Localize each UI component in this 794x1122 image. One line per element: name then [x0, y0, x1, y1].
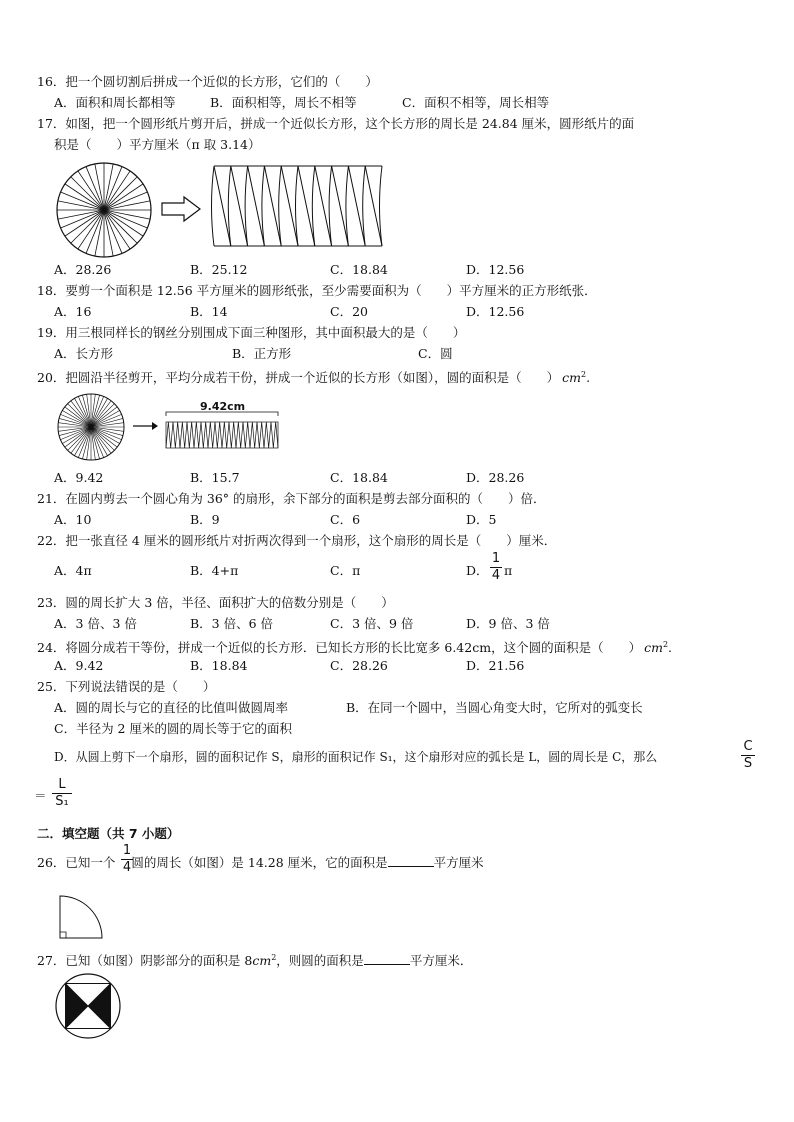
q16-option-a[interactable]: A．面积和周长都相等 [54, 95, 176, 110]
q22-d-denominator: 4 [491, 568, 501, 583]
q25-stem: 25．下列说法错误的是（ ） [37, 679, 216, 694]
q22-d-numerator: 1 [491, 551, 501, 566]
q27-post: ，则圆的面积是 [276, 953, 364, 969]
q22-option-d-fraction [490, 552, 502, 583]
q18-option-a[interactable]: A．16 [54, 304, 92, 319]
q21-option-a[interactable]: A．10 [54, 512, 92, 527]
q22-option-d[interactable] [466, 563, 489, 579]
q27-circle-square-figure [54, 972, 122, 1040]
q25-frac2-numerator: L [58, 777, 66, 792]
q24-stem [37, 637, 672, 656]
q27-unit: cm [252, 953, 272, 969]
q22-option-d-prefix: D． [466, 563, 489, 578]
q17-circle-sectors-figure [54, 160, 154, 260]
q24-option-b[interactable]: B．18.84 [190, 658, 248, 673]
q19-option-c[interactable]: C．圆 [418, 346, 453, 361]
q24-unit-exponent: 2 [662, 640, 669, 649]
q21-option-c[interactable]: C．6 [330, 512, 361, 527]
q26-stem [37, 855, 484, 871]
q17-option-c[interactable]: C．18.84 [330, 262, 388, 277]
q18-option-d[interactable]: D．12.56 [466, 304, 525, 319]
q24-option-d[interactable]: D．21.56 [466, 658, 525, 673]
q22-option-d-suffix: π [504, 563, 513, 578]
q27-pre: 27．已知（如图）阴影部分的面积是 8 [37, 953, 253, 969]
q24-stem-end: . [668, 640, 673, 656]
q18-option-c[interactable]: C．20 [330, 304, 368, 319]
q26-post: 圆的周长（如图）是 14.28 厘米，它的面积是 [131, 855, 388, 870]
q24-option-c[interactable]: C．28.26 [330, 658, 388, 673]
q20-option-c[interactable]: C．18.84 [330, 470, 388, 485]
q22-option-c[interactable]: C．π [330, 563, 361, 578]
q20-option-a[interactable]: A．9.42 [54, 470, 104, 485]
q16-stem: 16．把一个圆切割后拼成一个近似的长方形，它们的（ ） [37, 74, 378, 89]
q20-circle-figure [56, 392, 126, 462]
q17-option-a[interactable]: A．28.26 [54, 262, 112, 277]
q26-quarter-circle-figure [58, 892, 104, 940]
q27-answer-blank[interactable] [364, 954, 410, 965]
q20-unit-exponent: 2 [581, 370, 587, 379]
q23-option-b[interactable]: B．3 倍、6 倍 [190, 616, 274, 631]
q25-fraction-c-over-s [741, 740, 755, 771]
q17-stem-line2: 积是（ ）平方厘米（π 取 3.14） [54, 137, 261, 152]
q25-frac1-numerator: C [743, 739, 753, 754]
q26-tail: 平方厘米 [433, 855, 484, 870]
q26-pre: 26．已知一个 [37, 855, 116, 870]
q26-fraction-one-quarter [121, 844, 133, 875]
q16-option-b[interactable]: B．面积相等，周长不相等 [210, 95, 357, 110]
q22-option-a[interactable]: A．4π [54, 563, 92, 578]
q23-stem: 23．圆的周长扩大 3 倍，半径、面积扩大的倍数分别是（ ） [37, 595, 394, 610]
q27-tail: 平方厘米． [409, 953, 473, 969]
q25-option-a[interactable]: A．圆的周长与它的直径的比值叫做圆周率 [54, 700, 289, 715]
q18-stem: 18．要剪一个面积是 12.56 平方厘米的圆形纸张，至少需要面积为（ ）平方厘米的正方形纸张． [37, 283, 597, 298]
q21-option-b[interactable]: B．9 [190, 512, 220, 527]
q25-fraction-l-over-s1 [52, 778, 72, 809]
q23-option-a[interactable]: A．3 倍、3 倍 [54, 616, 137, 631]
q17-arrow-icon [160, 195, 202, 223]
q23-option-c[interactable]: C．3 倍、9 倍 [330, 616, 414, 631]
q22-stem: 22．把一张直径 4 厘米的圆形纸片对折两次得到一个扇形，这个扇形的周长是（ ）厘米． [37, 533, 557, 548]
q24-option-a[interactable]: A．9.42 [54, 658, 104, 673]
q20-option-d[interactable]: D．28.26 [466, 470, 525, 485]
section-fill-in-heading: 二．填空题（共 7 小题） [37, 826, 180, 841]
q25-option-d[interactable]: D．从圆上剪下一个扇形，圆的面积记作 S，扇形的面积记作 S₁，这个扇形对应的弧长是 L，圆的周长是 C，那么 [54, 750, 658, 764]
q18-option-b[interactable]: B．14 [190, 304, 228, 319]
q20-unit: cm [562, 370, 582, 386]
q21-option-d[interactable]: D．5 [466, 512, 497, 527]
q17-stem-line1: 17．如图，把一个圆形纸片剪开后，拼成一个近似长方形，这个长方形的周长是 24.84 厘米，圆形纸片的面 [37, 116, 635, 131]
q16-option-c[interactable]: C．面积不相等，周长相等 [402, 95, 550, 110]
q19-option-a[interactable]: A．长方形 [54, 346, 114, 361]
q25-equals-sign: ＝ [34, 788, 47, 803]
q20-stem-text: 20．把圆沿半径剪开，平均分成若干份，拼成一个近似的长方形（如图），圆的面积是（ ） [37, 370, 560, 386]
q17-option-b[interactable]: B．25.12 [190, 262, 248, 277]
q17-option-d[interactable]: D．12.56 [466, 262, 525, 277]
q25-option-c[interactable]: C．半径为 2 厘米的圆的周长等于它的面积 [54, 721, 292, 736]
q26-numerator: 1 [122, 843, 132, 858]
q26-answer-blank[interactable] [388, 856, 434, 867]
q27-stem [37, 950, 472, 969]
q20-arrow-icon [132, 420, 160, 432]
q24-stem-text: 24．将圆分成若干等份，拼成一个近似的长方形．已知长方形的长比宽多 6.42cm，这个圆的面积是（ ） [37, 640, 642, 656]
q20-stem-end: . [586, 370, 591, 386]
q24-unit: cm [644, 640, 663, 656]
q19-stem: 19．用三根同样长的钢丝分别围成下面三种图形，其中面积最大的是（ ） [37, 325, 466, 340]
q25-option-b[interactable]: B．在同一个圆中，当圆心角变大时，它所对的弧变长 [346, 700, 643, 715]
q22-option-b[interactable]: B．4+π [190, 563, 239, 578]
q23-option-d[interactable]: D．9 倍、3 倍 [466, 616, 550, 631]
q21-stem: 21．在圆内剪去一个圆心角为 36° 的扇形，余下部分的面积是剪去部分面积的（ ）倍． [37, 491, 546, 506]
q20-length-label: 9.42cm [200, 400, 246, 413]
q26-denominator: 4 [122, 860, 132, 875]
q20-rectangle-figure [164, 408, 282, 454]
q20-stem [37, 367, 590, 386]
q27-unit-exponent: 2 [271, 953, 277, 962]
q20-option-b[interactable]: B．15.7 [190, 470, 240, 485]
q25-frac2-denominator: S₁ [55, 794, 69, 809]
q17-rectangle-figure [210, 162, 390, 250]
q25-frac1-denominator: S [743, 756, 753, 771]
q19-option-b[interactable]: B．正方形 [232, 346, 292, 361]
